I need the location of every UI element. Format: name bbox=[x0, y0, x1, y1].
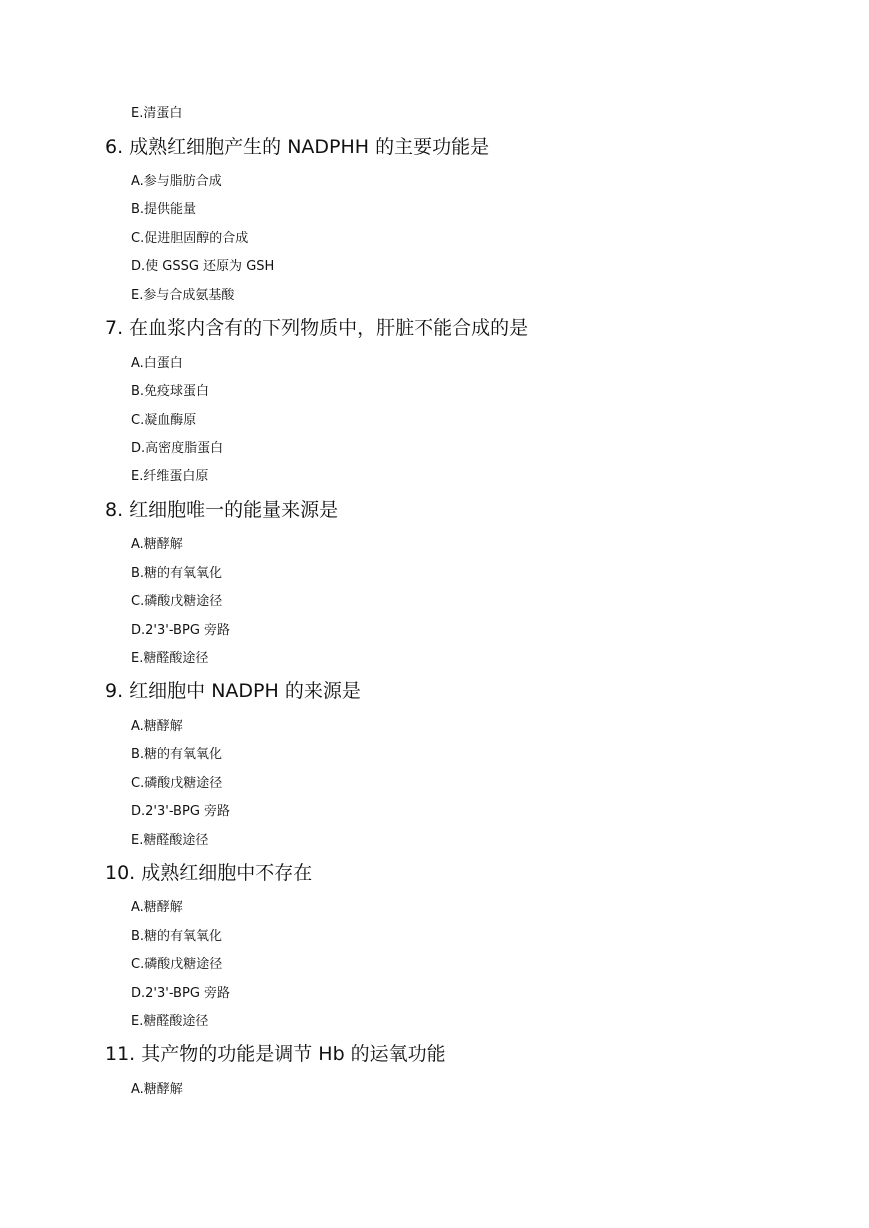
option-q11-a: A.糖酵解 bbox=[131, 1082, 183, 1097]
option-q6-d: D.使 GSSG 还原为 GSH bbox=[131, 259, 275, 274]
option-q10-c: C.磷酸戊糖途径 bbox=[131, 957, 223, 972]
option-q7-c: C.凝血酶原 bbox=[131, 413, 197, 428]
option-q8-e: E.糖醛酸途径 bbox=[131, 651, 209, 666]
question-11-title: 11. 其产物的功能是调节 Hb 的运氧功能 bbox=[105, 1043, 446, 1065]
option-q9-a: A.糖酵解 bbox=[131, 719, 183, 734]
option-q7-b: B.免疫球蛋白 bbox=[131, 384, 210, 399]
option-q10-d: D.2'3'-BPG 旁路 bbox=[131, 986, 231, 1001]
question-7-title: 7. 在血浆内含有的下列物质中，肝脏不能合成的是 bbox=[105, 317, 529, 339]
option-q8-d: D.2'3'-BPG 旁路 bbox=[131, 623, 231, 638]
option-q8-a: A.糖酵解 bbox=[131, 537, 183, 552]
option-q9-c: C.磷酸戊糖途径 bbox=[131, 776, 223, 791]
option-q10-a: A.糖酵解 bbox=[131, 900, 183, 915]
option-q6-c: C.促进胆固醇的合成 bbox=[131, 231, 249, 246]
option-q7-a: A.白蛋白 bbox=[131, 356, 183, 371]
option-q8-b: B.糖的有氧氧化 bbox=[131, 566, 223, 581]
option-q6-b: B.提供能量 bbox=[131, 202, 197, 217]
option-q7-d: D.高密度脂蛋白 bbox=[131, 441, 224, 456]
option-q10-b: B.糖的有氧氧化 bbox=[131, 929, 223, 944]
option-q7-e: E.纤维蛋白原 bbox=[131, 469, 209, 484]
option-q9-d: D.2'3'-BPG 旁路 bbox=[131, 804, 231, 819]
option-q6-a: A.参与脂肪合成 bbox=[131, 174, 222, 189]
option-q5-e: E.清蛋白 bbox=[131, 106, 183, 121]
option-q9-b: B.糖的有氧氧化 bbox=[131, 747, 223, 762]
question-8-title: 8. 红细胞唯一的能量来源是 bbox=[105, 499, 339, 521]
option-q9-e: E.糖醛酸途径 bbox=[131, 833, 209, 848]
question-9-title: 9. 红细胞中 NADPH 的来源是 bbox=[105, 680, 361, 702]
option-q8-c: C.磷酸戊糖途径 bbox=[131, 594, 223, 609]
question-6-title: 6. 成熟红细胞产生的 NADPHH 的主要功能是 bbox=[105, 136, 490, 158]
option-q6-e: E.参与合成氨基酸 bbox=[131, 288, 235, 303]
question-10-title: 10. 成熟红细胞中不存在 bbox=[105, 862, 313, 884]
option-q10-e: E.糖醛酸途径 bbox=[131, 1014, 209, 1029]
